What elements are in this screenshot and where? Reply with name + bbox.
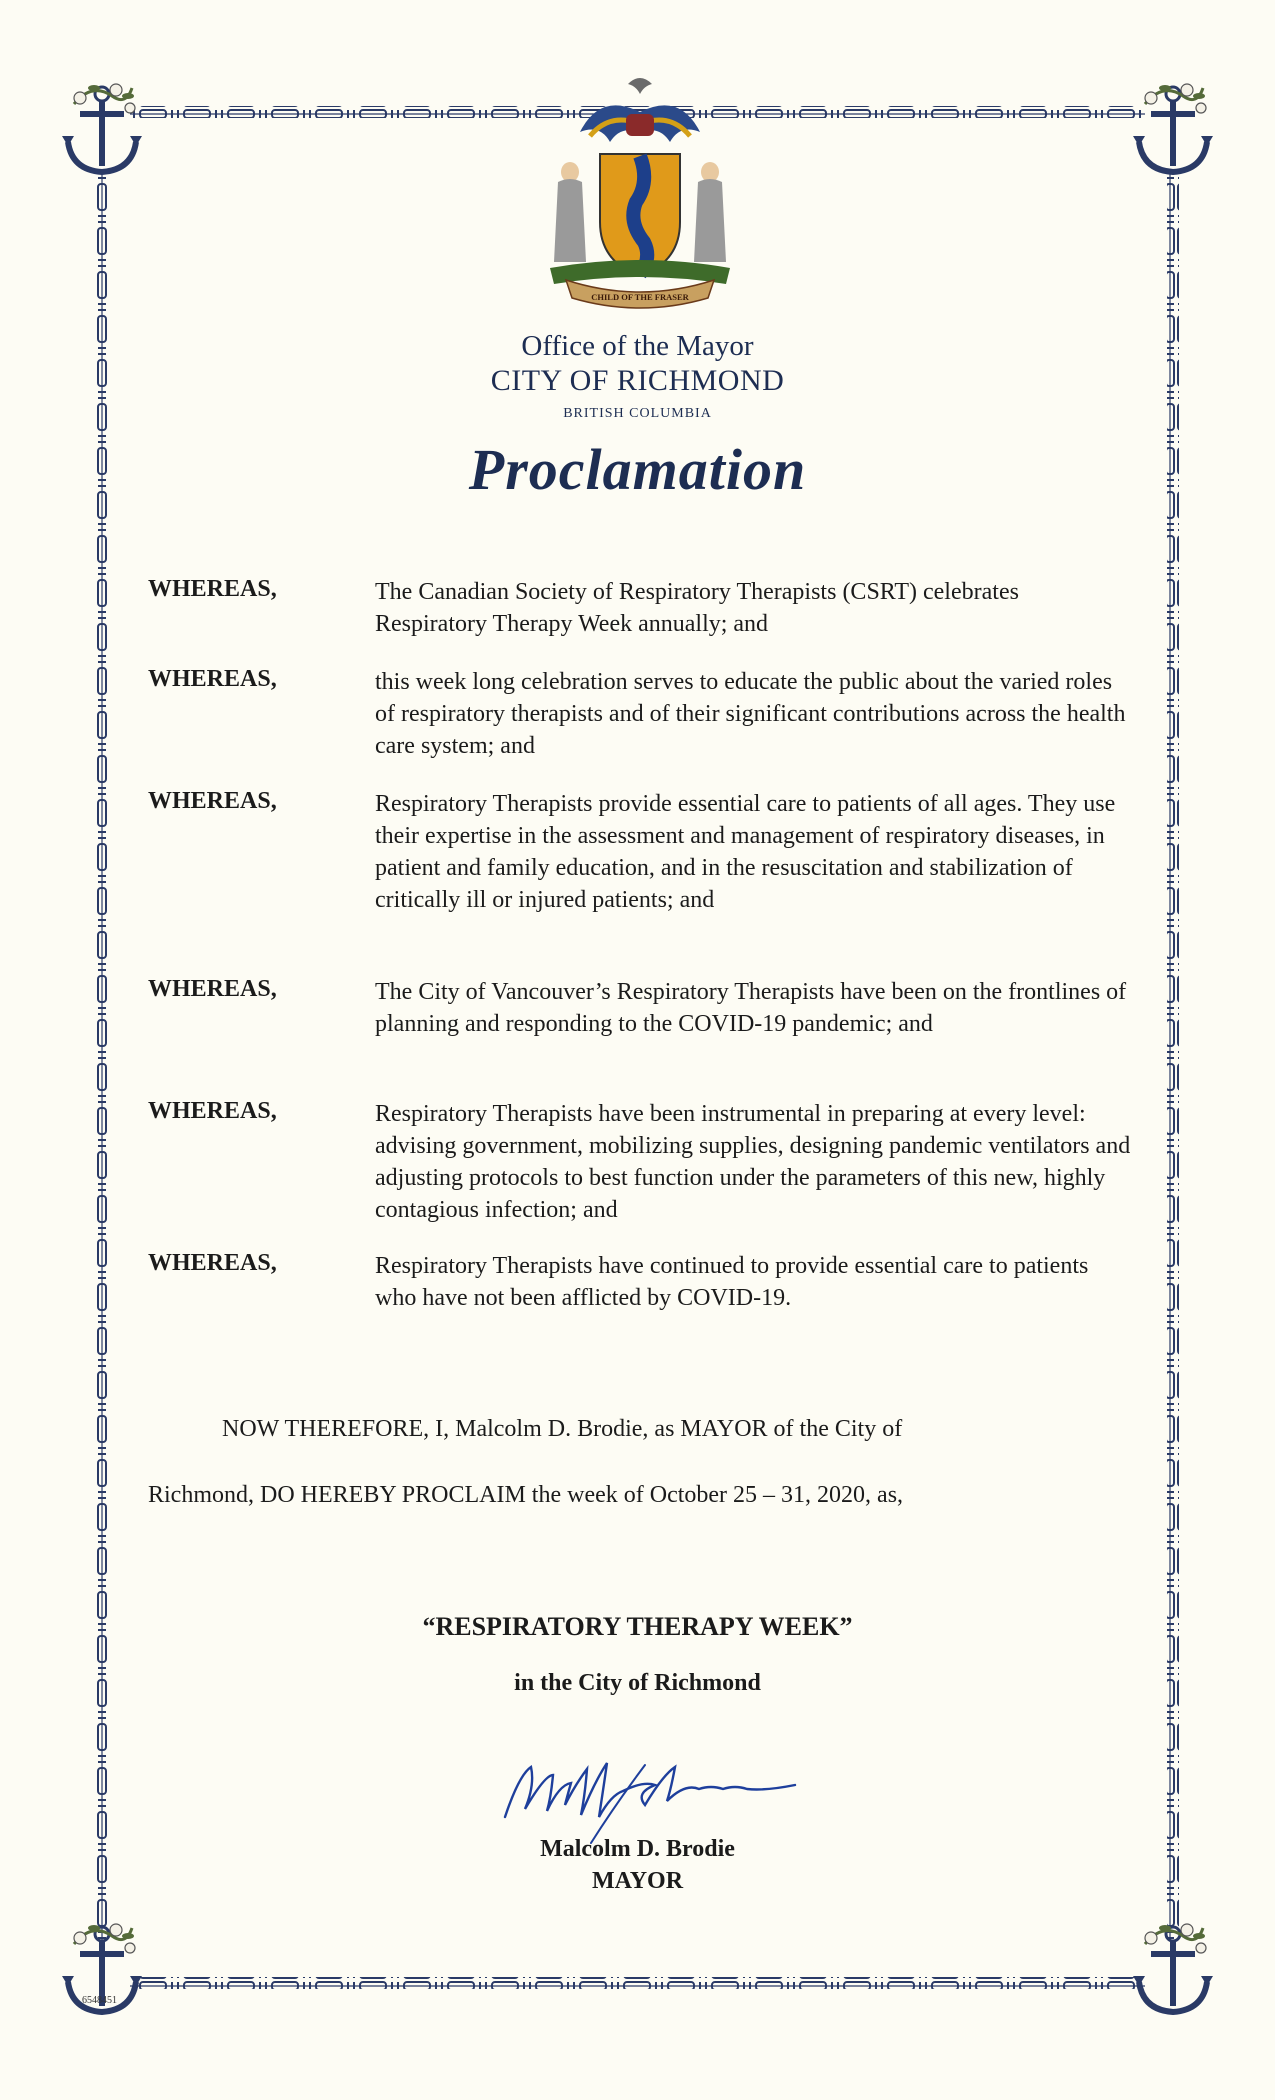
whereas-label: WHEREAS, (148, 1250, 277, 1276)
signatory-name: Malcolm D. Brodie (540, 1836, 735, 1862)
whereas-label: WHEREAS, (148, 976, 277, 1002)
mayor-signature (495, 1745, 825, 1845)
crest-motto: CHILD OF THE FRASER (591, 292, 689, 302)
whereas-text: Respiratory Therapists have been instrumental in preparing at every level: advising government, mobilizing supplies, designing pandemic ventilators and adjusting protocols to best function under the parameters of this new, highly contagious infection; and (375, 1101, 1131, 1223)
proclaim-line-2: Richmond, DO HEREBY PROCLAIM the week of October 25 – 31, 2020, as, (148, 1482, 904, 1508)
whereas-text: The Canadian Society of Respiratory Therapists (CSRT) celebrates Respiratory Therapy Week annually; and (375, 579, 1019, 637)
whereas-label: WHEREAS, (148, 666, 277, 692)
proclaim-line-1: NOW THEREFORE, I, Malcolm D. Brodie, as MAYOR of the City of (222, 1416, 903, 1442)
document-id: 6548451 (82, 1995, 117, 2006)
whereas-label: WHEREAS, (148, 576, 277, 602)
whereas-label: WHEREAS, (148, 1098, 277, 1124)
province-title: BRITISH COLUMBIA (563, 406, 712, 421)
whereas-label: WHEREAS, (148, 788, 277, 814)
event-location: in the City of Richmond (514, 1670, 761, 1696)
whereas-text: Respiratory Therapists have continued to provide essential care to patients who have not been afflicted by COVID-19. (375, 1253, 1089, 1311)
whereas-text: The City of Vancouver’s Respiratory Therapists have been on the frontlines of planning and responding to the COVID-19 pandemic; and (375, 979, 1127, 1037)
proclamation-heading: Proclamation (468, 437, 807, 502)
event-name: “RESPIRATORY THERAPY WEEK” (422, 1612, 853, 1641)
signatory-title: MAYOR (591, 1868, 684, 1894)
office-title: Office of the Mayor (521, 330, 754, 362)
city-title: CITY OF RICHMOND (490, 364, 785, 397)
whereas-text: this week long celebration serves to educate the public about the varied roles of respiratory therapists and of their significant contributions across the health care system; and (375, 669, 1126, 759)
whereas-text: Respiratory Therapists provide essential care to patients of all ages. They use their expertise in the assessment and management of respiratory diseases, in patient and family education, and in the resuscitation and stabilization of critically ill or injured patients; and (375, 791, 1116, 913)
coat-of-arms-icon (540, 72, 740, 312)
